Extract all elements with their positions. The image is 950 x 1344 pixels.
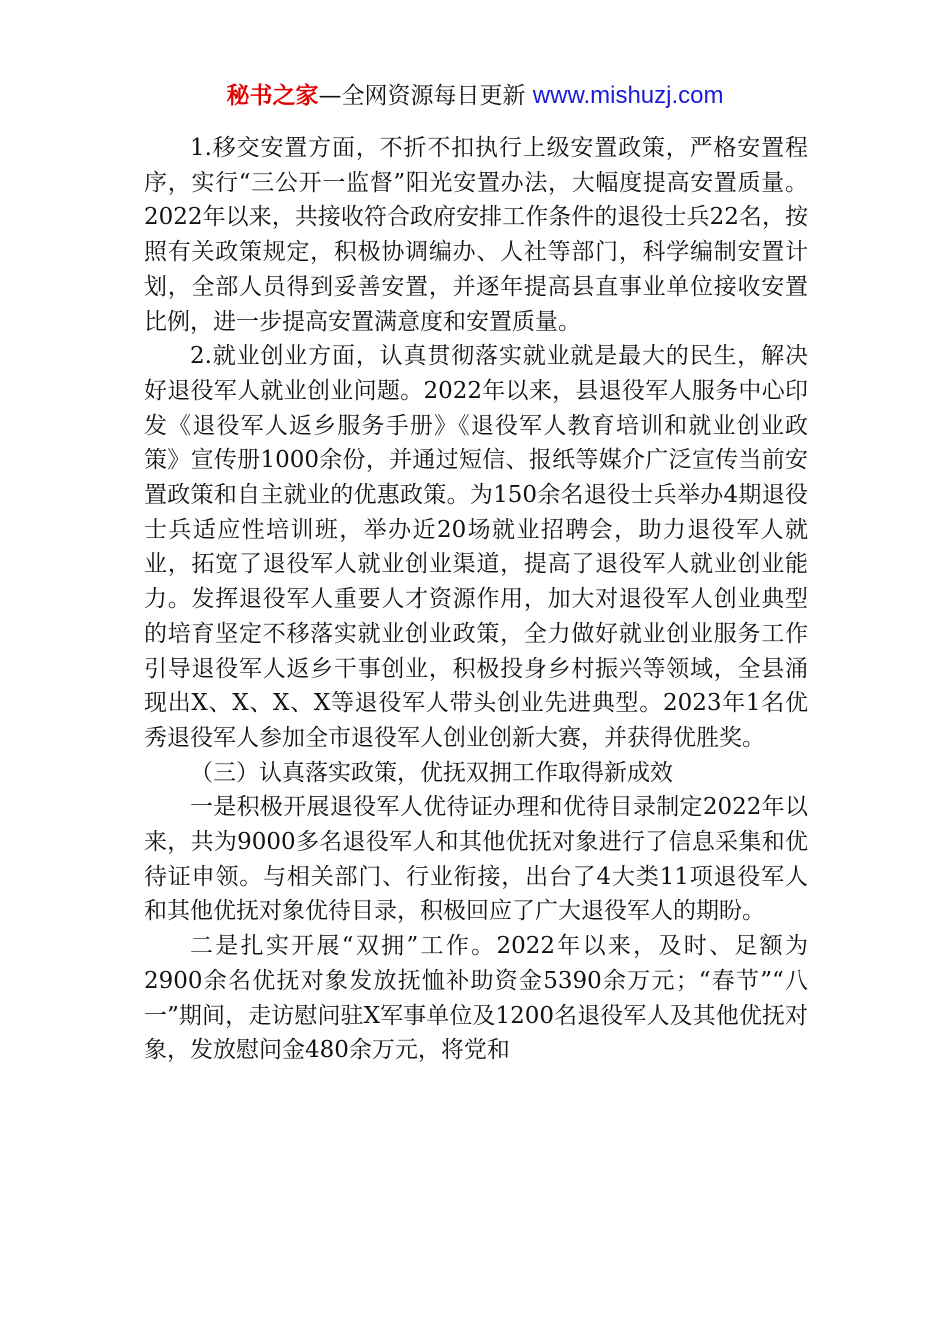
paragraph-employment: 2.就业创业方面，认真贯彻落实就业就是最大的民生，解决好退役军人就业创业问题。2022年以来，县退役军人服务中心印发《退役军人返乡服务手册》《退役军人教育培训和就业创业政策》宣传册1000余份，并通过短信、报纸等媒介广泛宣传当前安置政策和自主就业的优惠政策。为150余名退役士兵举办4期退役士兵适应性培训班，举办近20场就业招聘会，助力退役军人就业，拓宽了退役军人就业创业渠道，提高了退役军人就业创业能力。发挥退役军人重要人才资源作用，加大对退役军人创业典型的培育坚定不移落实就业创业政策，全力做好就业创业服务工作引导退役军人返乡干事创业，积极投身乡村振兴等领域，全县涌现出X、X、X、X等退役军人带头创业先进典型。2023年1名优秀退役军人参加全市退役军人创业创新大赛，并获得优胜奖。: [144, 343, 808, 751]
paragraph-resettlement: 1.移交安置方面，不折不扣执行上级安置政策，严格安置程序，实行“三公开一监督”阳光安置办法，大幅度提高安置质量。2022年以来，共接收符合政府安排工作条件的退役士兵22名，按照有关政策规定，积极协调编办、人社等部门，科学编制安置计划，全部人员得到妥善安置，并逐年提高县直事业单位接收安置比例，进一步提高安置满意度和安置质量。: [144, 135, 808, 335]
site-url[interactable]: www.mishuzj.com: [532, 82, 724, 109]
site-tagline: —全网资源每日更新: [318, 83, 526, 109]
document-body: [144, 131, 808, 1068]
site-header: [0, 80, 950, 112]
paragraph-double-support: 二是扎实开展“双拥”工作。2022年以来，及时、足额为2900余名优抚对象发放抚恤补助资金5390余万元；“春节”“八一”期间，走访慰问驻X军事单位及1200名退役军人及其他优抚对象，发放慰问金480余万元，将党和: [144, 933, 808, 1064]
site-brand: 秘书之家: [226, 83, 319, 109]
section-heading: （三）认真落实政策，优抚双拥工作取得新成效: [190, 759, 673, 786]
paragraph-preferential-card: 一是积极开展退役军人优待证办理和优待目录制定2022年以来，共为9000多名退役军人和其他优抚对象进行了信息采集和优待证申领。与相关部门、行业衔接，出台了4大类11项退役军人和其他优抚对象优待目录，积极回应了广大退役军人的期盼。: [144, 794, 808, 925]
